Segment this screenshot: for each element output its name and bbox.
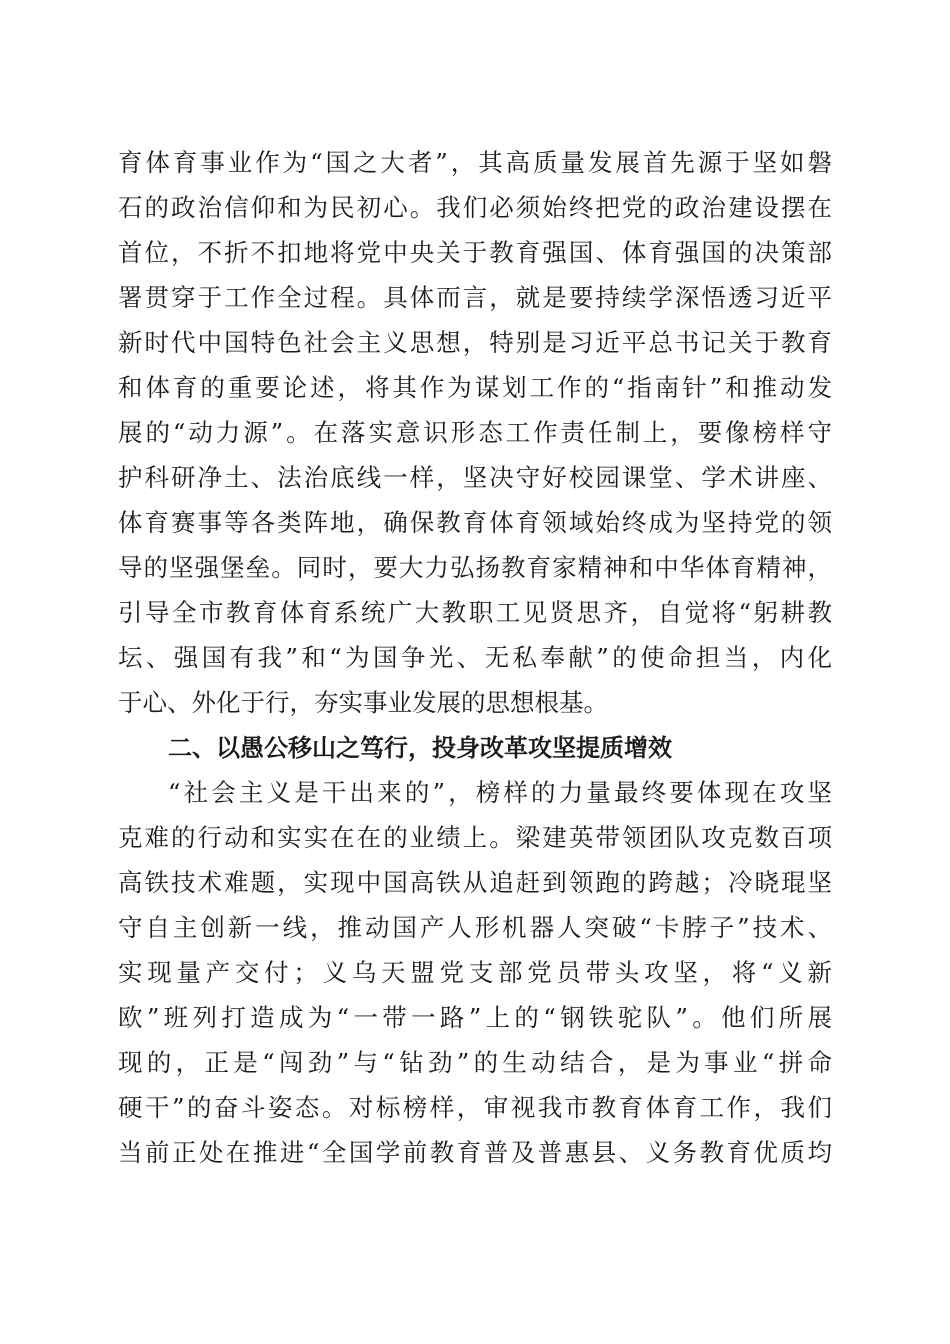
body-line: 当前正处在推进“全国学前教育普及普惠县、义务教育优质均 (118, 1138, 832, 1167)
body-line: 首位，不折不扣地将党中央关于教育强国、体育强国的决策部 (118, 238, 832, 267)
body-line: 署贯穿于工作全过程。具体而言，就是要持续学深悟透习近平 (118, 283, 832, 312)
body-line: 新时代中国特色社会主义思想，特别是习近平总书记关于教育 (118, 328, 832, 357)
body-line: 守自主创新一线，推动国产人形机器人突破“卡脖子”技术、 (118, 913, 832, 942)
body-line: 展的“动力源”。在落实意识形态工作责任制上，要像榜样守 (118, 418, 832, 447)
body-line: 引导全市教育体育系统广大教职工见贤思齐，自觉将“躬耕教 (118, 598, 832, 627)
body-line: “社会主义是干出来的”，榜样的力量最终要体现在攻坚 (168, 778, 832, 807)
body-line: 硬干”的奋斗姿态。对标榜样，审视我市教育体育工作，我们 (118, 1093, 832, 1122)
body-line: 现的，正是“闯劲”与“钻劲”的生动结合，是为事业“拼命 (118, 1048, 832, 1077)
body-line: 体育赛事等各类阵地，确保教育体育领域始终成为坚持党的领 (118, 508, 832, 537)
body-line: 坛、强国有我”和“为国争光、无私奉献”的使命担当，内化 (118, 643, 832, 672)
body-line: 高铁技术难题，实现中国高铁从追赶到领跑的跨越；冷晓琨坚 (118, 868, 832, 897)
body-line: 欧”班列打造成为“一带一路”上的“钢铁驼队”。他们所展 (118, 1003, 832, 1032)
body-line: 于心、外化于行，夯实事业发展的思想根基。 (118, 688, 608, 717)
section-heading: 二、以愚公移山之笃行，投身改革攻坚提质增效 (168, 734, 672, 762)
body-line: 实现量产交付；义乌天盟党支部党员带头攻坚，将“义新 (118, 958, 832, 987)
body-line: 导的坚强堡垒。同时，要大力弘扬教育家精神和中华体育精神， (118, 553, 832, 582)
body-line: 护科研净土、法治底线一样，坚决守好校园课堂、学术讲座、 (118, 463, 832, 492)
body-line: 克难的行动和实实在在的业绩上。梁建英带领团队攻克数百项 (118, 823, 832, 852)
body-line: 和体育的重要论述，将其作为谋划工作的“指南针”和推动发 (118, 373, 832, 402)
body-line: 育体育事业作为“国之大者”，其高质量发展首先源于坚如磐 (118, 148, 832, 177)
body-line: 石的政治信仰和为民初心。我们必须始终把党的政治建设摆在 (118, 193, 832, 222)
